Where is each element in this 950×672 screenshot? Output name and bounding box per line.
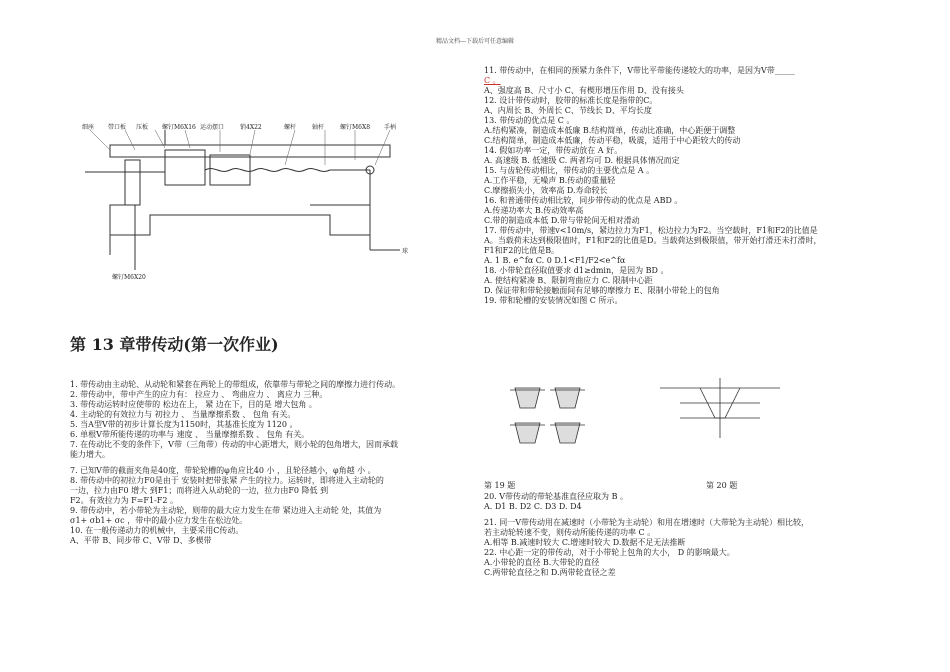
text-line: 8. 带传动中的初拉力F0是由于 安装时把带张紧 产生的拉力。运转时，即将进入主动轮的 xyxy=(70,476,384,485)
text-line: 7. 已知V带的截面夹角是40度，带轮轮槽的φ角应比40 小 ，且轮径越小，φ角越 小 。 xyxy=(70,466,376,475)
text-line: 能力增大。 xyxy=(70,450,110,459)
fig-label: 手柄 xyxy=(384,124,397,131)
text-line: C.结构简单，制造成本低廉，传动平稳，吸震，适用于中心距较大的传动 xyxy=(484,136,741,145)
chapter-title: 第 13 章带传动(第一次作业) xyxy=(70,335,279,354)
fig-label: 螺钉M6X16 xyxy=(162,124,196,131)
fig-label: 带口板 xyxy=(108,124,127,131)
text-line: A.传递功率大 B.传动效率高 xyxy=(484,206,584,215)
text-line: 1. 带传动由主动轮、从动轮和紧套在两轮上的带组成，依靠带与带轮之间的摩擦力进行传动。 xyxy=(70,380,401,389)
text-line: 17. 带传动中，带速v<10m/s，紧边拉力为F1，松边拉力为F2。当空载时，F1和F2的比值是 xyxy=(484,226,818,235)
text-line: 21. 同一V带传动用在减速时（小带轮为主动轮）和用在增速时（大带轮为主动轮）相比较， xyxy=(484,518,810,527)
text-line: 9. 带传动中，若小带轮为主动轮，则带的最大应力发生在带 紧边进入主动轮 处，其值为 xyxy=(70,506,382,515)
pulley-diagram-q20 xyxy=(660,378,780,448)
text-line: 11. 带传动中，在相同的预紧力条件下，V带比平带能传递较大的功率，是因为V带_____ xyxy=(484,66,795,75)
text-line: 15. 与齿轮传动相比，带传动的主要优点是 A 。 xyxy=(484,166,655,175)
text-line: A. D1 B. D2 C. D3 D. D4 xyxy=(484,502,582,511)
right-column-lower xyxy=(484,492,884,578)
text-line: 20. V带传动的带轮基准直径应取为 B 。 xyxy=(484,492,629,501)
text-line: 22. 中心距一定的带传动，对于小带轮上包角的大小， D 的影响最大。 xyxy=(484,548,735,557)
text-line: A。当载荷未达到极限值时，F1和F2的比值是D。当载荷达到极限值，带开始打滑还未打滑时， xyxy=(484,236,822,245)
text-line: A.结构紧凑，制造成本低廉 B.结构简单，传动比准确，中心距便于调整 xyxy=(484,126,736,135)
text-line: 10. 在一般传递动力的机械中，主要采用C传动。 xyxy=(70,526,244,535)
groove-diagram-q19 xyxy=(510,378,630,458)
page-header: 精品文档---下载后可任意编辑 xyxy=(435,38,515,45)
figure-caption-q20: 第 20 题 xyxy=(706,481,738,490)
text-line: 2. 带传动中，带中产生的应力有： 拉应力 、 弯曲应力 、 离应力 三种。 xyxy=(70,390,328,399)
text-line: A、平带 B、同步带 C、V带 D、多楔带 xyxy=(70,536,212,545)
fig-label: 运动摆口 xyxy=(200,124,225,131)
right-column xyxy=(484,66,884,306)
text-line: A.小带轮的直径 B.大带轮的直径 xyxy=(484,558,600,567)
fig-label: 螺钉M6X20 xyxy=(112,274,146,281)
text-line: F1和F2的比值是B。 xyxy=(484,246,560,255)
text-line: 13. 带传动的优点是 C 。 xyxy=(484,116,575,125)
text-line: 12. 设计带传动时，胶带的标准长度是指带的C。 xyxy=(484,96,658,105)
text-line: A、内周长 B、外周长 C、节线长 D、平均长度 xyxy=(484,106,652,115)
text-line: 4. 主动轮的有效拉力与 初拉力 、 当量摩擦系数 、 包角 有关。 xyxy=(70,410,296,419)
text-line: 16. 和普通带传动相比较，同步带传动的优点是 ABD 。 xyxy=(484,196,683,205)
fig-label: 螺杆 xyxy=(284,124,297,131)
text-line: A、强度高 B、尺寸小 C、有楔形增压作用 D、没有接头 xyxy=(484,86,684,95)
figure-caption-q19: 第 19 题 xyxy=(484,481,516,490)
text-line: 6. 单根V带所能传递的功率与 速度 、 当量摩擦系数 、 包角 有关。 xyxy=(70,430,310,439)
text-line: C 。 xyxy=(484,76,501,85)
text-line: 5. 当A型V带的初步计算长度为1150时，其基准长度为 1120 。 xyxy=(70,420,298,429)
text-line: σ1+ σb1+ σc ，带中的最小应力发生在松边处。 xyxy=(70,516,248,525)
fig-label: 螺钉M6X8 xyxy=(340,124,371,131)
text-line: C.摩擦损失小，效率高 D.寿命较长 xyxy=(484,186,608,195)
left-column xyxy=(70,380,470,546)
fig-label: 细座 xyxy=(82,124,95,131)
fig-label: 轴杆 xyxy=(312,124,325,131)
fig-label: 销4X22 xyxy=(240,124,262,131)
text-line: C.带的制造成本低 D.带与带轮间无相对滑动 xyxy=(484,216,640,225)
text-line: 18. 小带轮直径取值要求 d1≥dmin，是因为 BD 。 xyxy=(484,266,669,275)
fig-label: 压板 xyxy=(136,124,149,131)
text-line: 若主动轮转速不变，则传动所能传递的功率 C 。 xyxy=(484,528,656,537)
fig-label: 球 xyxy=(402,248,409,255)
text-line: 19. 带和轮槽的安装情况如图 C 所示。 xyxy=(484,296,623,305)
text-line: 3. 带传动运转时应使带的 松边在上， 紧 边在下，目的是 增大包角 。 xyxy=(70,400,317,409)
text-line: A.工作平稳，无噪声 B.传动的重量轻 xyxy=(484,176,616,185)
text-line: A. 使结构紧凑 B、限制弯曲应力 C. 限制中心距 xyxy=(484,276,653,285)
text-line: 一边，拉力由F0 增大 到F1；而将进入从动轮的一边，拉力由F0 降低 到 xyxy=(70,486,329,495)
text-line: A. 高速级 B. 低速级 C. 两者均可 D. 根据具体情况而定 xyxy=(484,156,680,165)
text-line: 7. 在传动比不变的条件下，V带（三角带）传动的中心距增大，则小轮的包角增大，因而承载 xyxy=(70,440,398,449)
text-line: F2。有效拉力为 F=F1-F2 。 xyxy=(70,496,178,505)
text-line: 14. 假如功率一定，带传动放在 A 好。 xyxy=(484,146,623,155)
text-line: D. 保证带和带轮接触面间有足够的摩擦力 E、限制小带轮上的包角 xyxy=(484,286,720,295)
text-line: A. 1 B. e^fα C. 0 D.1<F1/F2<e^fα xyxy=(484,256,626,265)
text-line: C.两带轮直径之和 D.两带轮直径之差 xyxy=(484,568,616,577)
text-line: A.相等 B.减速时较大 C.增速时较大 D.数据不足无法推断 xyxy=(484,538,686,547)
